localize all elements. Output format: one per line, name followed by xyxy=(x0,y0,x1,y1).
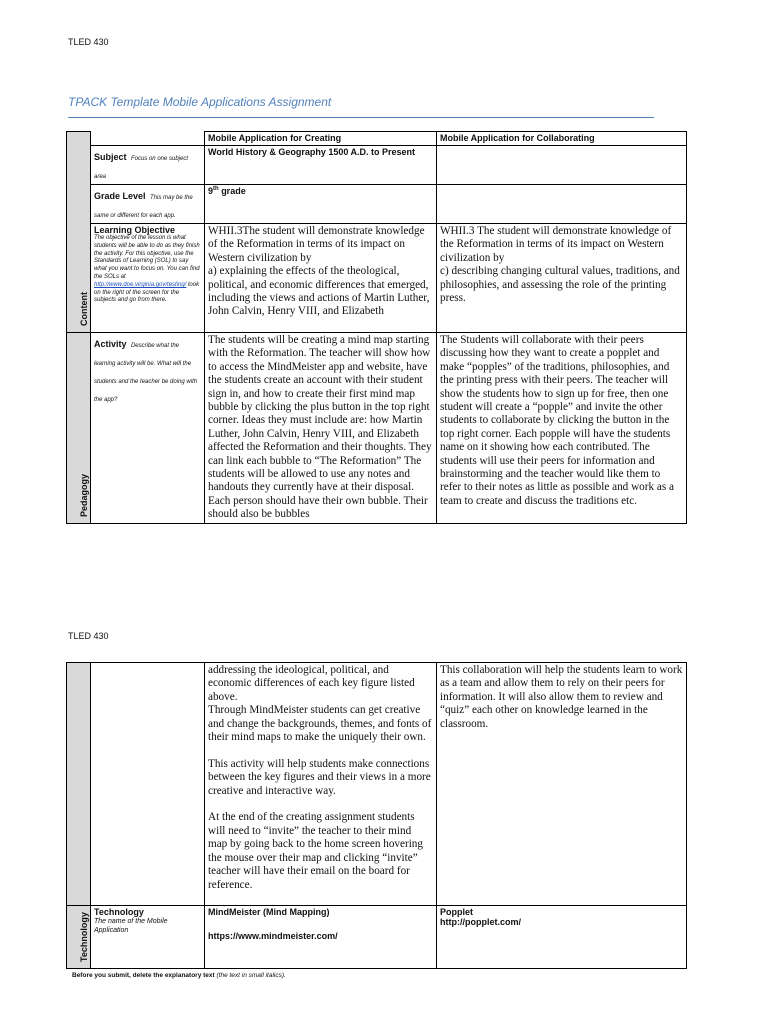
title-rule xyxy=(68,117,654,118)
grade-label-cell xyxy=(91,185,205,224)
objective-hint: The objective of the lesson is what students will be able to do as they finish the activity. For this objective, use the Standards of Learning (SOL) to say what you want to focus on. You can find the SOLs at http://www.doe.virginia.gov/testing/ look on the right of the screen for the subjects and go from there. xyxy=(94,235,200,304)
technology-label-cell xyxy=(91,906,205,969)
technology-creating xyxy=(205,906,437,969)
technology-hint: The name of the Mobile Application xyxy=(94,918,168,935)
subject-hint: Focus on one subject area xyxy=(94,156,189,180)
activity-collaborating: The Students will collaborate with their peers discussing how they want to create a popplet and make “popples” of the traditions, philosophies, and the printing press with their peers. The teacher will show the students how to sign up for free, then one student will create a “popple” and invite the other students to collaborate by clicking the button in the top right corner. Each popple will have the students name on it showing how each contributed. The students will use their peers for information and brainstorming and the teacher would like them to refer to their notes as little as possible and work as a team to create and discuss the traditions etc. xyxy=(437,333,687,524)
section-pedagogy xyxy=(67,333,91,524)
column-header-creating: Mobile Application for Creating xyxy=(205,132,437,146)
objective-label-cell xyxy=(91,224,205,333)
section-pedagogy-label: Pedagogy xyxy=(78,473,89,517)
grade-collaborating xyxy=(437,185,687,224)
activity-label: Activity xyxy=(94,339,127,349)
popplet-name: Popplet xyxy=(440,907,473,917)
page2-header: TLED 430 xyxy=(68,631,109,641)
activity-cont-creating: addressing the ideological, political, and economic differences of each key figure listed above. Through MindMeister students can get creative and change the backgrounds, themes, and fonts of their mind maps to make the uniquely their own. This activity will help students make connections between the key figures and their views in a more creative and interactive way. At the end of the creating assignment students will need to “invite” the teacher to their mind map by going back to the home screen hovering the mouse over their map and clicking “invite” teacher will have their email on the board for reference. xyxy=(205,663,437,906)
mindmeister-url[interactable]: https://www.mindmeister.com/ xyxy=(208,931,338,941)
activity-cont-label-cell xyxy=(91,663,205,906)
footer-note: Before you submit, delete the explanatory text (the text in small italics). xyxy=(72,972,286,979)
tpack-table-page2 xyxy=(66,662,687,969)
section-technology-label: Technology xyxy=(78,912,89,962)
section-pedagogy-cont xyxy=(67,663,91,906)
subject-creating: World History & Geography 1500 A.D. to Present xyxy=(205,146,437,185)
grade-creating: 9th grade xyxy=(205,185,437,224)
grade-label: Grade Level xyxy=(94,191,146,201)
subject-collaborating xyxy=(437,146,687,185)
mindmeister-name: MindMeister (Mind Mapping) xyxy=(208,907,330,917)
column-header-collaborating: Mobile Application for Collaborating xyxy=(437,132,687,146)
sol-link[interactable]: http://www.doe.virginia.gov/testing/ xyxy=(94,281,187,288)
subject-label: Subject xyxy=(94,152,127,162)
section-content xyxy=(67,132,91,333)
section-content-label: Content xyxy=(78,292,89,326)
objective-collaborating: WHII.3 The student will demonstrate knowledge of the Reformation in terms of its impact on Western civilization by c) describing changing cultural values, traditions, and philosophies, and assessing the role of the printing press. xyxy=(437,224,687,333)
document-title: TPACK Template Mobile Applications Assignment xyxy=(68,95,332,109)
grade-hint: This may be the same or different for each app. xyxy=(94,195,193,219)
subject-label-cell xyxy=(91,146,205,185)
technology-label: Technology xyxy=(94,907,144,917)
activity-creating: The students will be creating a mind map starting with the Reformation. The teacher will show how to access the MindMeister app and website, have the students create an account with their student sign in, and how to create their first mind map bubble by clicking the plus button in the top right corner. Ideas they must include are: how Martin Luther, John Calvin, Henry VIII, and Elizabeth affected the Reformation and their thoughts. They can link each bubble to “The Reformation” The students will be allowed to use any notes and handouts they currently have at their disposal. Each person should have their own bubble. Their should also be bubbles xyxy=(205,333,437,524)
objective-creating: WHII.3The student will demonstrate knowledge of the Reformation in terms of its impact on Western civilization by a) explaining the effects of the theological, political, and economic differences that emerged, including the views and actions of Martin Luther, John Calvin, Henry VIII, and Elizabeth xyxy=(205,224,437,333)
activity-hint: Describe what the learning activity will be. What will the students and the teacher be doing with the app? xyxy=(94,343,198,403)
page-header: TLED 430 xyxy=(68,37,109,47)
popplet-url[interactable]: http://popplet.com/ xyxy=(440,917,521,927)
section-technology xyxy=(67,906,91,969)
tpack-table-page1 xyxy=(66,131,687,524)
objective-label: Learning Objective xyxy=(94,225,176,235)
activity-cont-collaborating: This collaboration will help the students learn to work as a team and allow them to rely on their peers for information. It will also allow them to review and “quiz” each other on knowledge learned in the classroom. xyxy=(437,663,687,906)
activity-label-cell xyxy=(91,333,205,524)
technology-collaborating xyxy=(437,906,687,969)
